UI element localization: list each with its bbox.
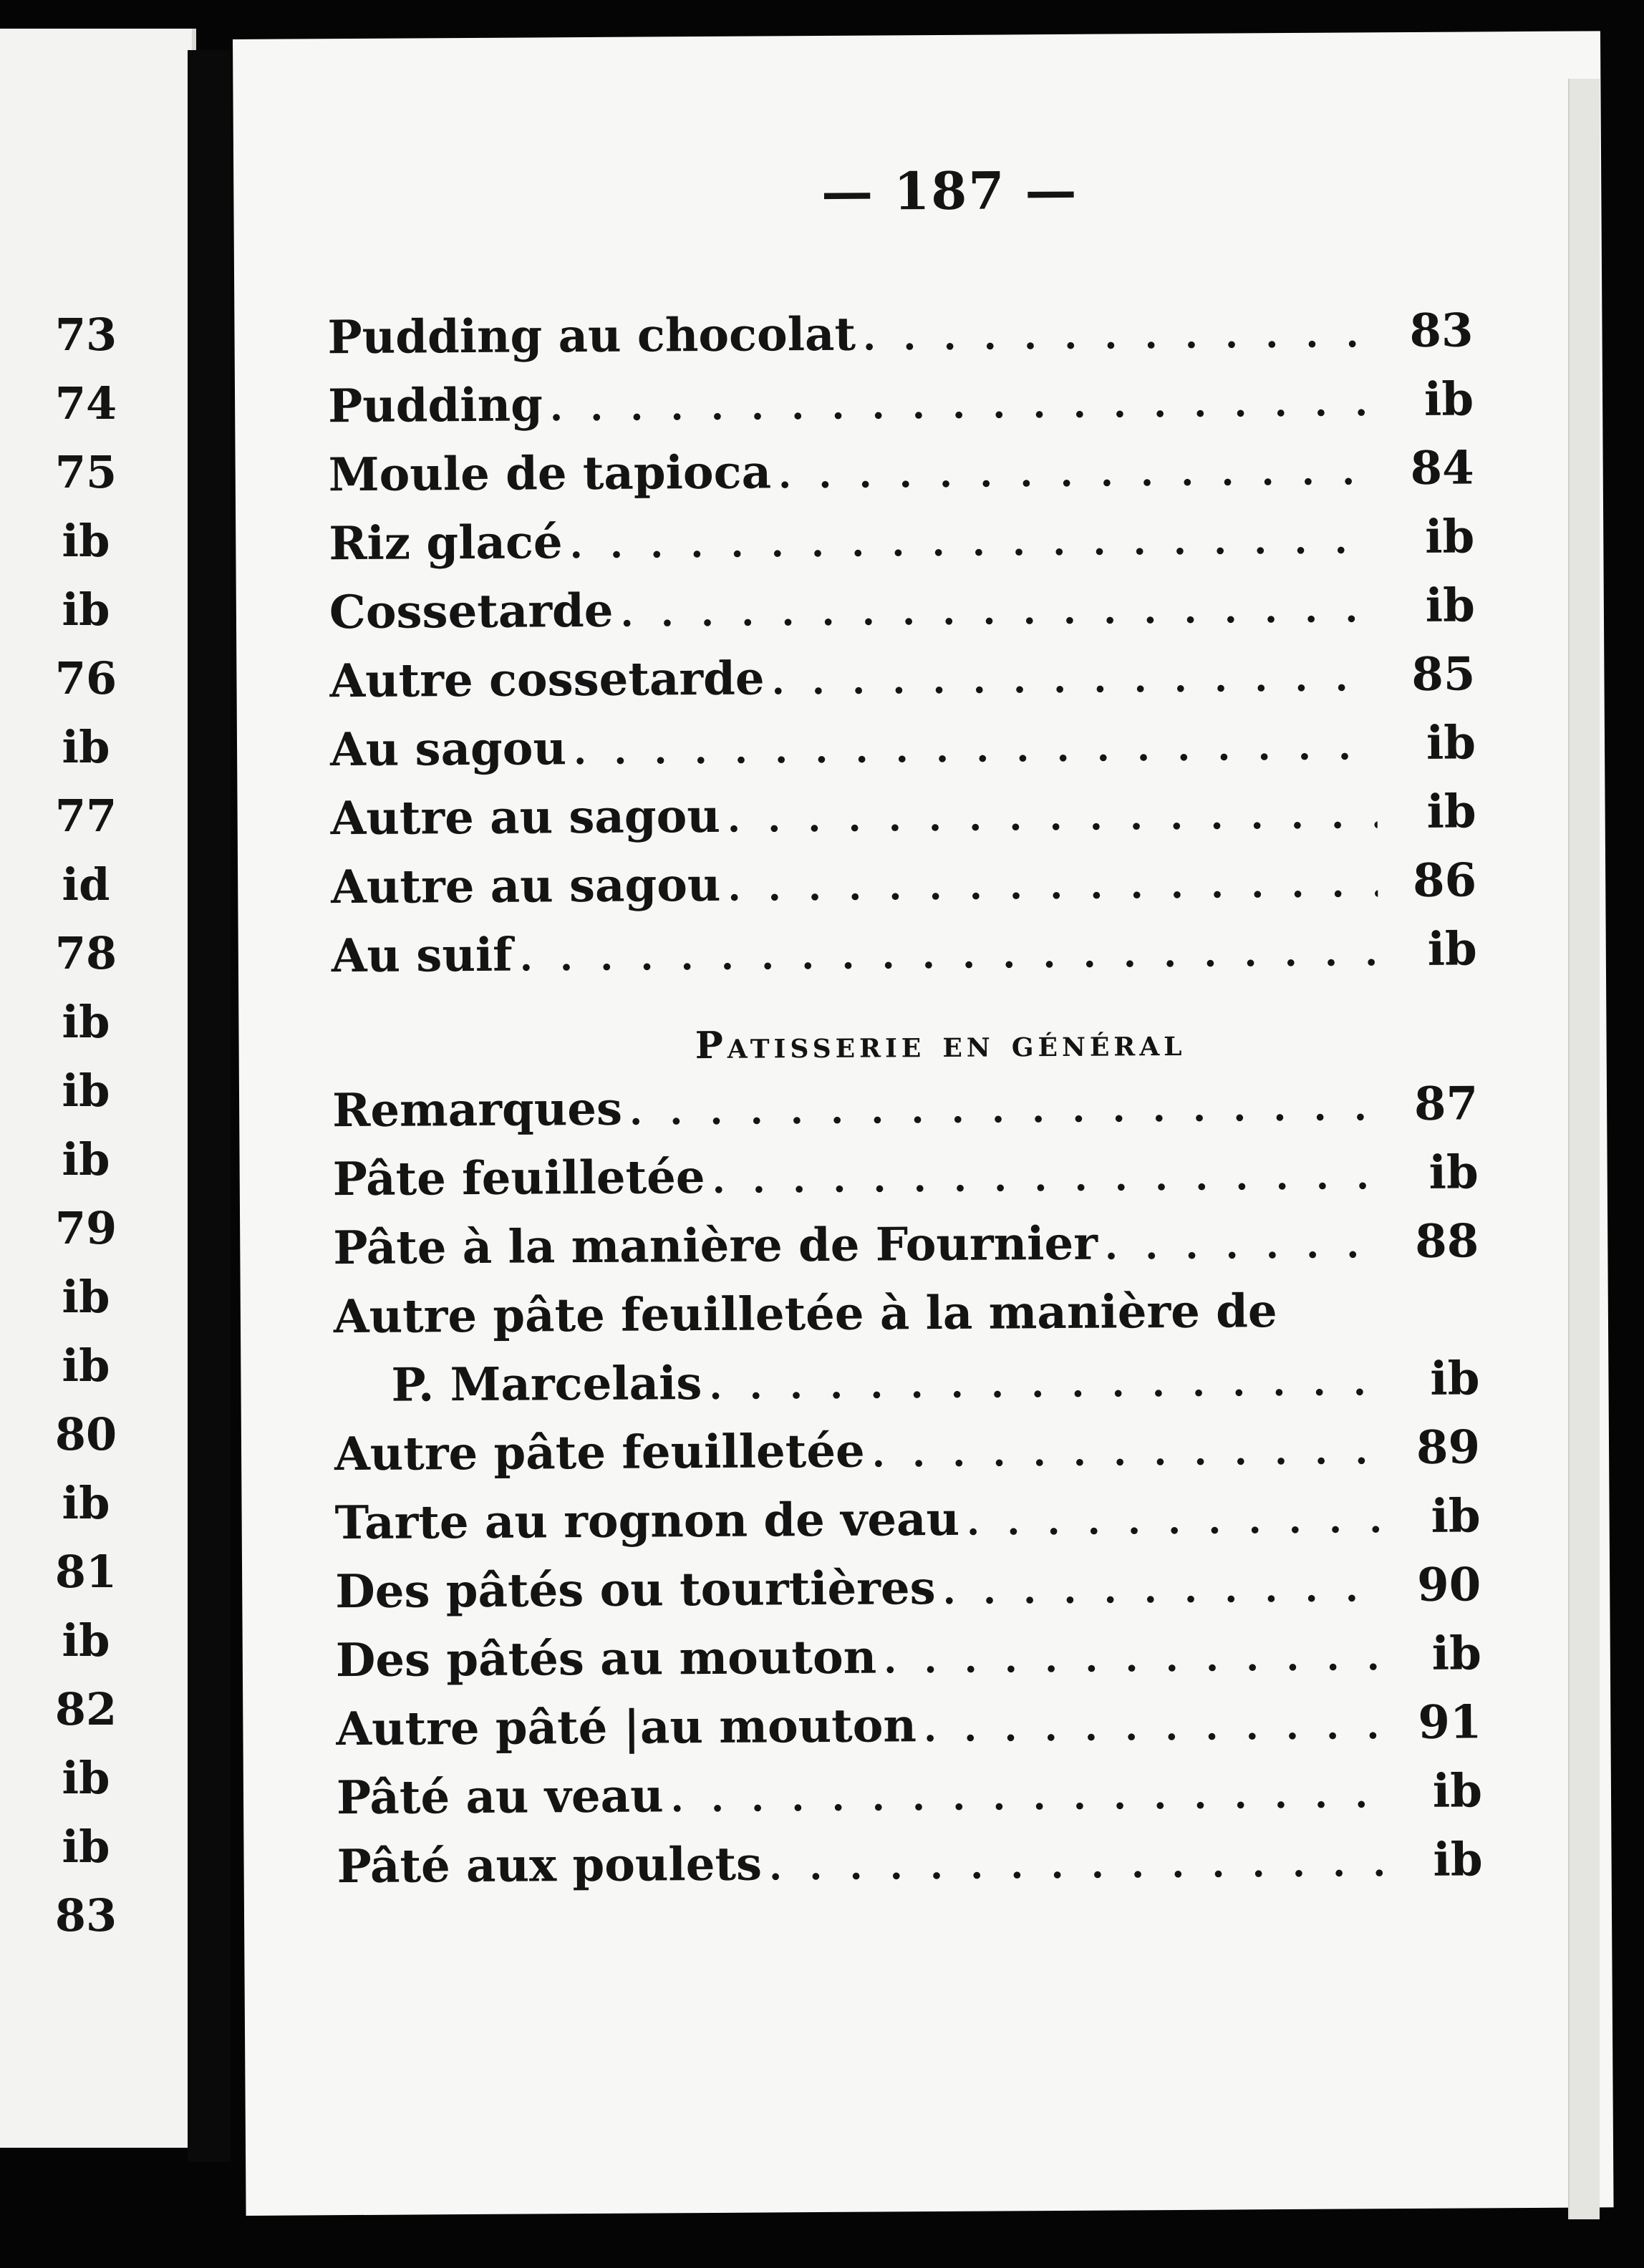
toc-entry-title: Remarques: [332, 1082, 623, 1138]
toc-entry-title: Cossetarde: [329, 583, 614, 640]
dot-leader: [769, 1841, 1384, 1889]
toc-entry-title: Autre cossetarde: [329, 651, 765, 709]
left-page-number: 83: [54, 1889, 117, 1942]
left-page-number: ib: [62, 1339, 110, 1392]
toc-entry: [337, 1764, 1483, 1840]
dot-leader: [709, 1360, 1381, 1408]
left-page-number: 76: [54, 652, 117, 704]
toc-entry: [328, 441, 1474, 517]
toc-entry-page: ib: [1425, 578, 1476, 633]
dot-leader: [727, 793, 1378, 841]
toc-entry: [334, 1489, 1481, 1565]
book-spine: [188, 50, 231, 2162]
left-page-number: ib: [62, 515, 110, 567]
toc-entry: [335, 1558, 1481, 1634]
toc-entry-page: ib: [1427, 922, 1478, 976]
toc-entry-title: Pâte feuilletée: [332, 1150, 705, 1207]
right-page: [233, 31, 1614, 2216]
toc-entry-title: Des pâtés au mouton: [335, 1630, 877, 1688]
left-page-number: ib: [62, 1477, 110, 1529]
left-page-number: ib: [62, 996, 110, 1048]
toc-entry: [331, 853, 1477, 929]
dot-leader: [967, 1498, 1382, 1544]
toc-entry-first-line: [334, 1283, 1480, 1359]
toc-entry-page: ib: [1426, 785, 1476, 839]
toc-entry-page: 84: [1410, 441, 1474, 495]
toc-entry: [337, 1833, 1483, 1909]
toc-entry: [334, 1420, 1481, 1496]
dot-leader: [771, 656, 1376, 703]
toc-entry-title: Pâté aux poulets: [337, 1837, 763, 1894]
toc-entry: [327, 304, 1474, 379]
toc-entry: [336, 1627, 1482, 1702]
left-page-number-column: [43, 301, 129, 1950]
left-page-number: ib: [62, 721, 110, 773]
dot-leader: [629, 1085, 1380, 1133]
toc-entry-title: Pudding: [327, 378, 543, 434]
toc-entry: [333, 1214, 1479, 1290]
section-heading: Patisserie en général: [695, 1020, 1186, 1068]
toc-entry-page: 85: [1411, 647, 1476, 702]
left-page-number: ib: [62, 1752, 110, 1804]
toc-entry: [330, 785, 1476, 861]
toc-entry: [329, 647, 1476, 723]
toc-entry-title: Autre pâte feuilletée: [334, 1424, 865, 1482]
toc-entry-page: 83: [1409, 304, 1474, 358]
toc-entry-page: ib: [1432, 1764, 1483, 1818]
toc-entry-continuation: [334, 1352, 1480, 1428]
toc-entry-title: Pâté au veau: [336, 1769, 664, 1826]
toc-entry-page: ib: [1431, 1489, 1481, 1544]
left-page-number: 80: [54, 1408, 117, 1460]
left-page-number: ib: [62, 1065, 110, 1117]
left-page-number: id: [62, 858, 110, 911]
toc-entry-page: ib: [1433, 1833, 1483, 1887]
toc-entry-page: ib: [1431, 1627, 1482, 1681]
toc-entry-page: 90: [1416, 1558, 1481, 1612]
toc-entry-title: Tarte au rognon de veau: [334, 1492, 960, 1551]
toc-entry-title-continuation: P. Marcelais: [391, 1357, 702, 1412]
dot-leader: [550, 381, 1375, 430]
left-page-number: 79: [54, 1202, 117, 1254]
dot-leader: [569, 518, 1375, 567]
toc-entry: [333, 1145, 1479, 1221]
toc-entry-title: Pâte à la manière de Fournier: [333, 1216, 1098, 1276]
toc-entry-title: Autre au sagou: [330, 789, 721, 846]
dot-leader: [620, 587, 1376, 635]
dot-leader: [1105, 1223, 1381, 1268]
dot-leader: [942, 1566, 1382, 1613]
toc-entry-title: Autre pâté |au mouton: [336, 1699, 917, 1757]
left-page-number: ib: [62, 1271, 110, 1323]
toc-entry-page: 87: [1413, 1077, 1479, 1131]
page-number-header: — 187 —: [821, 159, 1078, 222]
toc-entry-title: Des pâtés ou tourtières: [335, 1561, 936, 1619]
left-page-number: ib: [62, 1821, 110, 1873]
left-page-number: 82: [54, 1683, 117, 1735]
table-of-contents: [327, 304, 1483, 1909]
toc-entry-title: Autre au sagou: [331, 858, 721, 915]
toc-entry: [330, 716, 1476, 792]
toc-entry: [332, 1077, 1479, 1153]
toc-entry-page: ib: [1430, 1352, 1480, 1406]
toc-entry-title: Riz glacé: [329, 515, 563, 571]
left-page: [0, 29, 196, 2148]
left-page-number: 74: [54, 377, 117, 430]
dot-leader: [924, 1704, 1383, 1750]
toc-entry-title: Au suif: [331, 928, 513, 984]
dot-leader: [670, 1773, 1383, 1821]
toc-entry-page: 88: [1414, 1214, 1479, 1269]
toc-entry: [329, 510, 1475, 586]
toc-entry-page: 89: [1416, 1420, 1481, 1475]
toc-entry: [328, 372, 1474, 448]
toc-entry-title: Au sagou: [329, 722, 567, 777]
toc-entry-title: Autre pâte feuilletée à la manière de: [333, 1284, 1277, 1344]
toc-entry-title: Moule de tapioca: [328, 445, 772, 503]
toc-entry: [336, 1695, 1482, 1771]
dot-leader: [863, 312, 1375, 359]
toc-entry-title: Pudding au chocolat: [327, 307, 856, 365]
page-edge: [1568, 79, 1600, 2219]
left-page-number: 73: [54, 309, 117, 361]
dot-leader: [520, 931, 1378, 979]
toc-entry-page: ib: [1424, 510, 1475, 564]
dot-leader: [884, 1635, 1383, 1682]
left-page-number: ib: [62, 583, 110, 636]
dot-leader: [727, 862, 1378, 910]
left-page-number: 81: [54, 1546, 117, 1598]
toc-entry: [332, 922, 1478, 998]
left-page-number: 78: [54, 927, 117, 979]
toc-entry: [329, 578, 1476, 654]
dot-leader: [872, 1429, 1382, 1475]
toc-entry-page: 86: [1412, 853, 1477, 908]
dot-leader: [574, 724, 1377, 773]
left-page-number: ib: [62, 1614, 110, 1667]
left-page-number: 77: [54, 790, 117, 842]
left-page-number: 75: [54, 446, 117, 498]
dot-leader: [712, 1154, 1379, 1202]
toc-entry-page: ib: [1426, 716, 1476, 770]
toc-entry-page: ib: [1428, 1145, 1479, 1200]
dot-leader: [778, 450, 1375, 497]
toc-entry-page: 91: [1418, 1695, 1482, 1750]
left-page-number: ib: [62, 1133, 110, 1186]
toc-entry-page: ib: [1423, 372, 1474, 427]
